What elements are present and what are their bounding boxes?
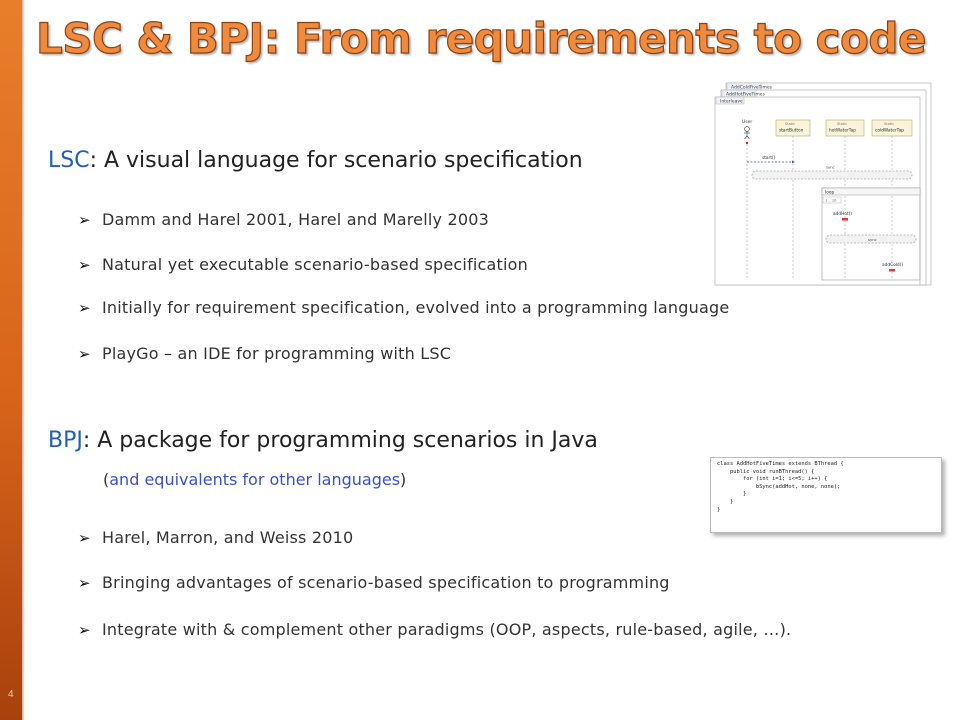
- code-line: }: [717, 498, 734, 505]
- arrow-bullet-icon: ➢: [78, 345, 91, 363]
- lsc-diagram: [712, 82, 932, 287]
- lifeline-tag: Static: [785, 122, 796, 126]
- sync-label: sync: [826, 164, 835, 170]
- code-line: public void runBThread() {: [717, 468, 815, 475]
- bullet-text: Integrate with & complement other paradigms (OOP, aspects, rule-based, agile, …).: [102, 620, 792, 639]
- diagram-tab-3: Interleave: [720, 99, 743, 105]
- code-text: [711, 458, 941, 517]
- code-snippet: [710, 457, 942, 533]
- bullet-text: Natural yet executable scenario-based specification: [102, 255, 528, 274]
- lifeline-label: startButton: [779, 128, 804, 134]
- message-addhot: addHot(): [833, 212, 852, 217]
- bullet-text: Harel, Marron, and Weiss 2010: [102, 528, 354, 547]
- bpj-sub-text: and equivalents for other languages: [109, 470, 401, 489]
- bullet-text: Initially for requirement specification, evolved into a programming language: [102, 298, 730, 317]
- arrow-bullet-icon: ➢: [78, 621, 91, 639]
- bpj-keyword: BPJ: [48, 428, 83, 453]
- lsc-keyword: LSC: [48, 148, 90, 173]
- bpj-subheading: [103, 470, 406, 489]
- bullet-text: Bringing advantages of scenario-based specification to programming: [102, 573, 670, 592]
- lsc-bullet-4: [78, 344, 451, 363]
- user-lifeline-label: User: [742, 120, 753, 125]
- code-line: for (int i=1; i<=5; i++) {: [717, 476, 828, 483]
- lsc-heading-text: : A visual language for scenario specification: [89, 148, 583, 173]
- bpj-bullet-3: [78, 620, 791, 639]
- lsc-bullet-2: [78, 255, 528, 274]
- lsc-heading: [48, 148, 583, 173]
- arrow-bullet-icon: ➢: [78, 529, 91, 547]
- loop-range: 1 .. 10: [825, 198, 837, 203]
- arrow-bullet-icon: ➢: [78, 299, 91, 317]
- bpj-heading: [48, 428, 598, 453]
- lifeline-tag: Static: [884, 122, 895, 126]
- code-line: }: [717, 506, 721, 513]
- bpj-bullet-1: [78, 528, 353, 547]
- arrow-bullet-icon: ➢: [78, 256, 91, 274]
- orange-sidebar: [0, 0, 22, 720]
- bullet-text: PlayGo – an IDE for programming with LSC: [102, 344, 452, 363]
- lsc-bullet-3: [78, 298, 729, 317]
- bpj-heading-text: : A package for programming scenarios in Java: [82, 428, 598, 453]
- slide-title: LSC & BPJ: From requirements to code: [36, 14, 926, 63]
- diagram-tab-2: AddHotFiveTimes: [726, 92, 765, 98]
- paren-open: (: [103, 470, 110, 489]
- bpj-bullet-2: [78, 573, 670, 592]
- page-number: 4: [8, 689, 14, 700]
- code-line: bSync(addHot, none, none);: [717, 483, 841, 490]
- arrow-bullet-icon: ➢: [78, 574, 91, 592]
- lsc-bullet-1: [78, 210, 489, 229]
- message-start: start(): [762, 156, 776, 161]
- bullet-text: Damm and Harel 2001, Harel and Marelly 2003: [102, 210, 489, 229]
- sync-label: sync: [868, 237, 877, 242]
- diagram-tab-1: AddColdFiveTimes: [731, 85, 773, 91]
- paren-close: ): [400, 470, 407, 489]
- sync-bar: [752, 171, 912, 179]
- loop-label: loop: [825, 190, 835, 196]
- arrow-bullet-icon: ➢: [78, 211, 91, 229]
- code-line: }: [717, 491, 747, 498]
- lifeline-label: hotWaterTap: [829, 128, 857, 134]
- lifeline-label: coldWaterTap: [875, 128, 904, 134]
- code-line: class AddHotFiveTimes extends BThread {: [717, 461, 844, 467]
- message-addcold: addCold(): [882, 263, 903, 268]
- lifeline-tag: Static: [837, 122, 848, 126]
